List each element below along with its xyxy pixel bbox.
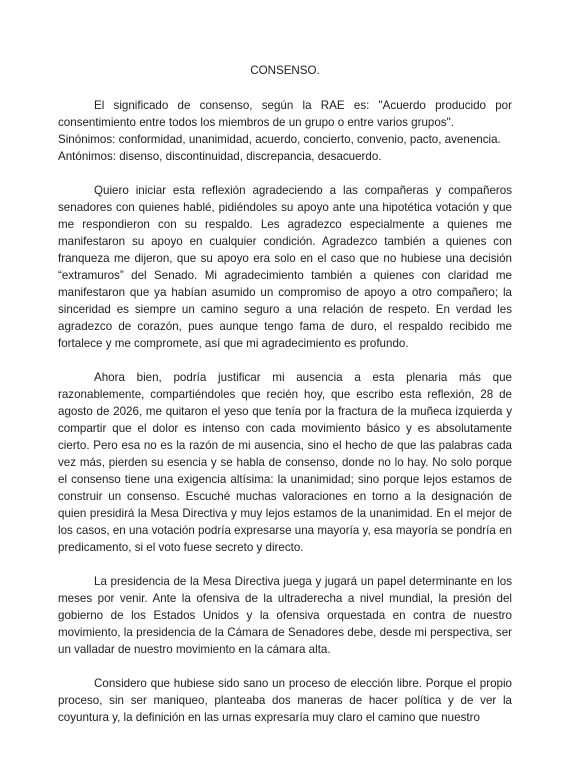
paragraph-absence: Ahora bien, podría justificar mi ausencia a esta plenaria más que razonablemente, compartiéndoles que recién hoy, que escribo esta reflexión, 28 de agosto de 2026, me quitaron el yeso que tenía por la fractura de la muñeca izquierda y compartir que el dolor es intenso con cada movimiento básico y es absolutamente cierto. Pero esa no es la razón de mi ausencia, sino el hecho de que las palabras cada vez más, pierden su esencia y se habla de consenso, donde no lo hay. No solo porque el consenso tiene una exigencia altísima: la unanimidad; sino porque lejos estamos de construir un consenso. Escuché muchas valoraciones en torno a la designación de quien presidirá la Mesa Directiva y muy lejos estamos de la unanimidad. En el mejor de los casos, en una votación podría expresarse una mayoría y, esa mayoría se pondría en predicamento, si el voto fuese secreto y directo. bbox=[58, 371, 512, 554]
paragraph-election: Considero que hubiese sido sano un proceso de elección libre. Porque el propio proceso, sin ser maniqueo, planteaba dos maneras de hacer política y de ver la coyuntura y, la definición en las urnas expresaría muy claro el camino que nuestro bbox=[58, 677, 512, 724]
antonyms-line: Antónimos: disenso, discontinuidad, discrepancia, desacuerdo. bbox=[58, 150, 382, 163]
definition-paragraph: El significado de consenso, según la RAE es: "Acuerdo producido por consentimiento entre todos los miembros de un grupo o entre varios grupos". bbox=[58, 99, 512, 129]
document-title: CONSENSO. bbox=[250, 64, 320, 77]
document-body bbox=[58, 62, 512, 726]
synonyms-line: Sinónimos: conformidad, unanimidad, acuerdo, concierto, convenio, pacto, avenencia. bbox=[58, 133, 501, 146]
paragraph-gratitude: Quiero iniciar esta reflexión agradeciendo a las compañeras y compañeros senadores con quienes hablé, pidiéndoles su apoyo ante una hipotética votación y que me respondieron con su respaldo. Les agradezco especialmente a quienes me manifestaron su apoyo en cualquier condición. Agradezco también a quienes con franqueza me dijeron, que su apoyo era solo en el caso que no hubiese una decisión “extramuros” del Senado. Mi agradecimiento también a quienes con claridad me manifestaron que ya habían asumido un compromiso de apoyo a otro compañero; la sinceridad es siempre un camino seguro a una relación de respeto. En verdad les agradezco de corazón, pues aunque tengo fama de duro, el respaldo recibido me fortalece y me compromete, así que mi agradecimiento es profundo. bbox=[58, 184, 512, 350]
paragraph-presidency: La presidencia de la Mesa Directiva juega y jugará un papel determinante en los meses por venir. Ante la ofensiva de la ultraderecha a nivel mundial, la presión del gobierno de los Estados Unidos y la ofensiva orquestada en contra de nuestro movimiento, la presidencia de la Cámara de Senadores debe, desde mi perspectiva, ser un valladar de nuestro movimiento en la cámara alta. bbox=[58, 575, 512, 656]
